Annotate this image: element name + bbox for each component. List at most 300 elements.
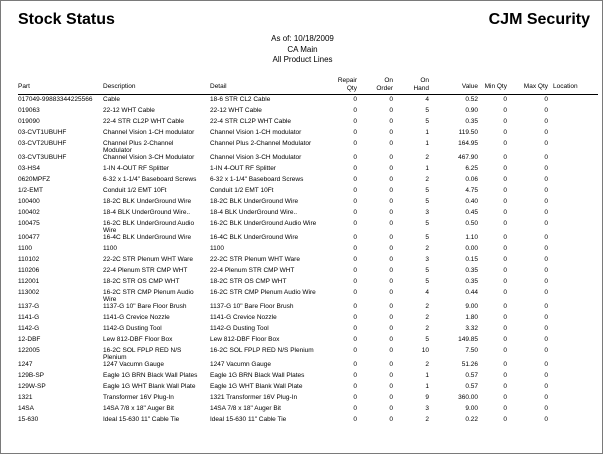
cell-repair: 0: [353, 209, 357, 216]
cell-repair: 0: [353, 303, 357, 310]
cell-min: 0: [503, 336, 507, 343]
cell-max: 0: [544, 361, 548, 368]
cell-value: 9.00: [465, 303, 478, 310]
column-header-description: Description: [103, 83, 136, 90]
header-divider: [18, 94, 598, 95]
cell-part: 112001: [18, 278, 40, 285]
cell-value: 467.90: [458, 154, 478, 161]
cell-description: 1141-G Crevice Nozzle: [103, 314, 170, 321]
cell-part: 1/2-EMT: [18, 187, 43, 194]
cell-repair: 0: [353, 325, 357, 332]
cell-value: 0.57: [465, 383, 478, 390]
cell-repair: 0: [353, 234, 357, 241]
table-row: [1, 267, 603, 278]
column-header-location: Location: [553, 83, 578, 90]
cell-on-order: 0: [389, 347, 393, 354]
cell-on-order: 0: [389, 303, 393, 310]
cell-on-hand: 2: [425, 303, 429, 310]
cell-repair: 0: [353, 278, 357, 285]
cell-on-order: 0: [389, 314, 393, 321]
table-row: [1, 176, 603, 187]
cell-repair: 0: [353, 383, 357, 390]
column-header-value: Value: [461, 83, 478, 90]
cell-on-order: 0: [389, 336, 393, 343]
cell-detail: 1247 Vacumn Gauge: [210, 361, 271, 368]
cell-max: 0: [544, 187, 548, 194]
cell-on-order: 0: [389, 176, 393, 183]
cell-max: 0: [544, 416, 548, 423]
cell-part: 1142-G: [18, 325, 40, 332]
cell-repair: 0: [353, 394, 357, 401]
cell-on-order: 0: [389, 140, 393, 147]
cell-max: 0: [544, 154, 548, 161]
cell-part: 017049-99883344225566: [18, 96, 93, 103]
cell-min: 0: [503, 256, 507, 263]
cell-detail: 16-2C SOL FPLP RED N/S Plenium: [210, 347, 314, 354]
cell-max: 0: [544, 256, 548, 263]
cell-description: 6-32 x 1-1/4" Baseboard Screws: [103, 176, 197, 183]
cell-on-hand: 1: [425, 165, 429, 172]
cell-max: 0: [544, 372, 548, 379]
cell-description: 22-4 STR CL2P WHT Cable: [103, 118, 185, 125]
cell-part: 0620MPFZ: [18, 176, 51, 183]
cell-description: Eagle 1G BRN Black Wall Plates: [103, 372, 198, 379]
cell-on-order: 0: [389, 209, 393, 216]
table-row: [1, 118, 603, 129]
cell-min: 0: [503, 394, 507, 401]
cell-description: 16-2C BLK UnderGround Audio Wire: [103, 220, 195, 235]
cell-repair: 0: [353, 220, 357, 227]
cell-value: 0.15: [465, 256, 478, 263]
cell-on-order: 0: [389, 234, 393, 241]
cell-value: 7.50: [465, 347, 478, 354]
cell-max: 0: [544, 245, 548, 252]
column-header-on-hand: [395, 77, 429, 92]
cell-detail: 22-12 WHT Cable: [210, 107, 262, 114]
column-header-on-order: [359, 77, 393, 92]
table-row: [1, 129, 603, 140]
cell-description: 22-2C STR Plenum WHT Ware: [103, 256, 193, 263]
cell-max: 0: [544, 107, 548, 114]
table-row: [1, 347, 603, 361]
cell-detail: 1137-G 10" Bare Floor Brush: [210, 303, 294, 310]
cell-description: Conduit 1/2 EMT 10Ft: [103, 187, 167, 194]
cell-max: 0: [544, 129, 548, 136]
cell-repair: 0: [353, 165, 357, 172]
cell-description: 16-2C SOL FPLP RED N/S Plenium: [103, 347, 182, 362]
cell-part: 03-CVT2UBUHF: [18, 140, 67, 147]
cell-on-order: 0: [389, 267, 393, 274]
cell-on-hand: 1: [425, 129, 429, 136]
cell-detail: 18-6 STR CL2 Cable: [210, 96, 271, 103]
cell-description: Transformer 16V Plug-In: [103, 394, 174, 401]
table-row: [1, 220, 603, 234]
cell-max: 0: [544, 303, 548, 310]
column-header-detail: Detail: [210, 83, 227, 90]
cell-on-hand: 3: [425, 209, 429, 216]
cell-value: 0.40: [465, 198, 478, 205]
cell-min: 0: [503, 303, 507, 310]
report-title: Stock Status: [18, 11, 115, 28]
cell-max: 0: [544, 96, 548, 103]
column-header-repair-qty-line2: Qty: [346, 84, 357, 92]
column-header-repair-qty: [321, 77, 357, 92]
cell-detail: 14SA 7/8 x 18" Auger Bit: [210, 405, 281, 412]
cell-on-hand: 2: [425, 361, 429, 368]
cell-min: 0: [503, 198, 507, 205]
column-header-on-order-line1: On: [384, 77, 393, 84]
column-header-on-hand-line2: Hand: [413, 84, 429, 92]
cell-description: 1142-G Dusting Tool: [103, 325, 162, 332]
cell-detail: 1321 Transformer 16V Plug-In: [210, 394, 298, 401]
cell-min: 0: [503, 140, 507, 147]
cell-value: 0.50: [465, 220, 478, 227]
cell-repair: 0: [353, 107, 357, 114]
cell-detail: Lew 812-DBF Floor Box: [210, 336, 280, 343]
cell-on-hand: 3: [425, 256, 429, 263]
cell-repair: 0: [353, 118, 357, 125]
cell-max: 0: [544, 325, 548, 332]
cell-repair: 0: [353, 372, 357, 379]
cell-on-hand: 5: [425, 278, 429, 285]
cell-repair: 0: [353, 336, 357, 343]
cell-part: 03-CVT3UBUHF: [18, 154, 67, 161]
table-row: [1, 96, 603, 107]
table-row: [1, 187, 603, 198]
table-row: [1, 107, 603, 118]
cell-part: 100475: [18, 220, 40, 227]
cell-on-hand: 5: [425, 198, 429, 205]
cell-detail: 1141-G Crevice Nozzle: [210, 314, 277, 321]
cell-min: 0: [503, 347, 507, 354]
cell-min: 0: [503, 165, 507, 172]
cell-value: 3.32: [465, 325, 478, 332]
column-header-max-qty: Max Qty: [523, 83, 548, 90]
cell-part: 1100: [18, 245, 32, 252]
table-row: [1, 383, 603, 394]
cell-on-hand: 3: [425, 405, 429, 412]
table-row: [1, 209, 603, 220]
cell-repair: 0: [353, 405, 357, 412]
table-row: [1, 325, 603, 336]
cell-description: Lew 812-DBF Floor Box: [103, 336, 173, 343]
cell-detail: Channel Vision 3-CH Modulator: [210, 154, 302, 161]
cell-detail: 22-4 Plenum STR CMP WHT: [210, 267, 295, 274]
cell-part: 1321: [18, 394, 33, 401]
cell-min: 0: [503, 278, 507, 285]
cell-on-hand: 5: [425, 107, 429, 114]
cell-value: 51.26: [461, 361, 478, 368]
cell-min: 0: [503, 361, 507, 368]
cell-max: 0: [544, 220, 548, 227]
cell-on-hand: 2: [425, 176, 429, 183]
cell-on-order: 0: [389, 220, 393, 227]
cell-on-order: 0: [389, 129, 393, 136]
cell-repair: 0: [353, 314, 357, 321]
cell-min: 0: [503, 372, 507, 379]
cell-repair: 0: [353, 361, 357, 368]
cell-max: 0: [544, 209, 548, 216]
cell-description: 1137-G 10" Bare Floor Brush: [103, 303, 187, 310]
cell-on-hand: 4: [425, 289, 429, 296]
cell-on-hand: 5: [425, 118, 429, 125]
cell-repair: 0: [353, 198, 357, 205]
cell-on-hand: 10: [421, 347, 429, 354]
cell-on-order: 0: [389, 154, 393, 161]
cell-on-order: 0: [389, 394, 393, 401]
cell-detail: Eagle 1G WHT Blank Wall Plate: [210, 383, 303, 390]
cell-description: Channel Plus 2-Channel Modulator: [103, 140, 174, 155]
cell-on-hand: 1: [425, 383, 429, 390]
cell-on-hand: 2: [425, 245, 429, 252]
cell-min: 0: [503, 118, 507, 125]
cell-max: 0: [544, 405, 548, 412]
cell-min: 0: [503, 187, 507, 194]
cell-detail: 18-2C STR OS CMP WHT: [210, 278, 287, 285]
cell-on-hand: 1: [425, 372, 429, 379]
table-row: [1, 336, 603, 347]
table-row: [1, 372, 603, 383]
cell-description: Channel Vision 3-CH Modulator: [103, 154, 195, 161]
cell-repair: 0: [353, 289, 357, 296]
cell-value: 0.22: [465, 416, 478, 423]
table-row: [1, 245, 603, 256]
cell-part: 129B-SP: [18, 372, 45, 379]
cell-value: 0.35: [465, 267, 478, 274]
table-row: [1, 165, 603, 176]
cell-min: 0: [503, 383, 507, 390]
cell-min: 0: [503, 314, 507, 321]
cell-on-order: 0: [389, 372, 393, 379]
cell-repair: 0: [353, 129, 357, 136]
cell-max: 0: [544, 289, 548, 296]
column-header-part: Part: [18, 83, 30, 90]
cell-repair: 0: [353, 154, 357, 161]
cell-repair: 0: [353, 416, 357, 423]
cell-value: 0.57: [465, 372, 478, 379]
cell-part: 019090: [18, 118, 40, 125]
cell-on-hand: 1: [425, 140, 429, 147]
cell-value: 0.44: [465, 289, 478, 296]
cell-min: 0: [503, 234, 507, 241]
table-row: [1, 416, 603, 427]
cell-value: 149.85: [458, 336, 478, 343]
cell-repair: 0: [353, 96, 357, 103]
cell-part: 1141-G: [18, 314, 40, 321]
cell-on-order: 0: [389, 198, 393, 205]
column-header-on-order-line2: Order: [376, 84, 393, 92]
cell-detail: 16-2C BLK UnderGround Audio Wire: [210, 220, 317, 227]
cell-part: 113002: [18, 289, 40, 296]
cell-detail: Ideal 15-630 11" Cable Tie: [210, 416, 287, 423]
cell-on-order: 0: [389, 405, 393, 412]
cell-description: 1247 Vacumn Gauge: [103, 361, 164, 368]
cell-value: 0.06: [465, 176, 478, 183]
cell-on-order: 0: [389, 96, 393, 103]
table-row: [1, 289, 603, 303]
cell-value: 0.35: [465, 118, 478, 125]
cell-description: Eagle 1G WHT Blank Wall Plate: [103, 383, 196, 390]
cell-description: 22-4 Plenum STR CMP WHT: [103, 267, 188, 274]
cell-value: 0.00: [465, 245, 478, 252]
cell-detail: 1100: [210, 245, 224, 252]
cell-min: 0: [503, 220, 507, 227]
cell-detail: 18-2C BLK UnderGround Wire: [210, 198, 299, 205]
cell-min: 0: [503, 267, 507, 274]
company-name: CJM Security: [488, 11, 590, 28]
cell-on-hand: 4: [425, 96, 429, 103]
cell-max: 0: [544, 118, 548, 125]
cell-part: 03-HS4: [18, 165, 41, 172]
cell-value: 6.25: [465, 165, 478, 172]
cell-part: 1137-G: [18, 303, 40, 310]
cell-value: 0.90: [465, 107, 478, 114]
cell-on-hand: 5: [425, 220, 429, 227]
cell-detail: 18-4 BLK UnderGround Wire..: [210, 209, 298, 216]
cell-detail: 1-IN 4-OUT RF Splitter: [210, 165, 276, 172]
cell-max: 0: [544, 165, 548, 172]
cell-value: 0.45: [465, 209, 478, 216]
table-row: [1, 198, 603, 209]
as-of-date: As of: 10/18/2009: [271, 34, 334, 43]
cell-on-hand: 5: [425, 187, 429, 194]
cell-max: 0: [544, 267, 548, 274]
cell-on-order: 0: [389, 416, 393, 423]
cell-part: 15-630: [18, 416, 39, 423]
cell-value: 164.95: [458, 140, 478, 147]
cell-min: 0: [503, 209, 507, 216]
cell-detail: 22-2C STR Plenum WHT Ware: [210, 256, 300, 263]
cell-on-order: 0: [389, 118, 393, 125]
cell-on-order: 0: [389, 361, 393, 368]
cell-detail: Eagle 1G BRN Black Wall Plates: [210, 372, 305, 379]
cell-repair: 0: [353, 347, 357, 354]
cell-value: 0.52: [465, 96, 478, 103]
cell-part: 122005: [18, 347, 40, 354]
cell-value: 9.00: [465, 405, 478, 412]
cell-description: 22-12 WHT Cable: [103, 107, 155, 114]
cell-repair: 0: [353, 187, 357, 194]
cell-max: 0: [544, 383, 548, 390]
cell-on-order: 0: [389, 325, 393, 332]
cell-part: 03-CVT1UBUHF: [18, 129, 67, 136]
cell-part: 110102: [18, 256, 40, 263]
table-row: [1, 405, 603, 416]
cell-min: 0: [503, 176, 507, 183]
cell-description: Ideal 15-630 11" Cable Tie: [103, 416, 180, 423]
table-row: [1, 394, 603, 405]
cell-part: 1247: [18, 361, 33, 368]
cell-on-hand: 2: [425, 325, 429, 332]
cell-repair: 0: [353, 256, 357, 263]
cell-detail: 6-32 x 1-1/4" Baseboard Screws: [210, 176, 304, 183]
cell-max: 0: [544, 314, 548, 321]
cell-max: 0: [544, 347, 548, 354]
cell-on-hand: 2: [425, 416, 429, 423]
cell-on-order: 0: [389, 278, 393, 285]
cell-min: 0: [503, 96, 507, 103]
cell-detail: 16-4C BLK UnderGround Wire: [210, 234, 299, 241]
column-header-on-hand-line1: On: [420, 77, 429, 84]
stock-table-body: [1, 96, 603, 427]
cell-value: 1.80: [465, 314, 478, 321]
cell-part: 110206: [18, 267, 40, 274]
table-row: [1, 234, 603, 245]
cell-description: 18-2C BLK UnderGround Wire: [103, 198, 192, 205]
cell-description: 14SA 7/8 x 18" Auger Bit: [103, 405, 174, 412]
cell-repair: 0: [353, 267, 357, 274]
cell-max: 0: [544, 198, 548, 205]
cell-description: 1-IN 4-OUT RF Splitter: [103, 165, 169, 172]
cell-on-hand: 5: [425, 336, 429, 343]
cell-part: 100477: [18, 234, 40, 241]
cell-max: 0: [544, 176, 548, 183]
cell-value: 4.75: [465, 187, 478, 194]
cell-value: 119.50: [458, 129, 478, 136]
cell-part: 019063: [18, 107, 40, 114]
cell-min: 0: [503, 245, 507, 252]
cell-part: 14SA: [18, 405, 34, 412]
cell-detail: 22-4 STR CL2P WHT Cable: [210, 118, 292, 125]
cell-detail: 1142-G Dusting Tool: [210, 325, 269, 332]
cell-min: 0: [503, 325, 507, 332]
report-location: CA Main: [287, 45, 318, 54]
cell-description: 16-4C BLK UnderGround Wire: [103, 234, 192, 241]
cell-max: 0: [544, 278, 548, 285]
cell-max: 0: [544, 140, 548, 147]
cell-repair: 0: [353, 245, 357, 252]
cell-detail: Channel Plus 2-Channel Modulator: [210, 140, 312, 147]
cell-on-order: 0: [389, 256, 393, 263]
cell-description: 18-2C STR OS CMP WHT: [103, 278, 180, 285]
cell-description: 1100: [103, 245, 117, 252]
cell-on-order: 0: [389, 383, 393, 390]
column-header-repair-qty-line1: Repair: [337, 77, 357, 84]
table-row: [1, 140, 603, 154]
table-row: [1, 314, 603, 325]
cell-min: 0: [503, 405, 507, 412]
table-row: [1, 154, 603, 165]
cell-max: 0: [544, 336, 548, 343]
table-row: [1, 278, 603, 289]
cell-min: 0: [503, 154, 507, 161]
cell-on-order: 0: [389, 245, 393, 252]
cell-description: 18-4 BLK UnderGround Wire..: [103, 209, 191, 216]
cell-max: 0: [544, 394, 548, 401]
report-filter: All Product Lines: [272, 55, 333, 64]
column-header-min-qty: Min Qty: [484, 83, 507, 90]
cell-value: 1.10: [465, 234, 478, 241]
cell-on-order: 0: [389, 165, 393, 172]
cell-on-hand: 2: [425, 314, 429, 321]
cell-min: 0: [503, 107, 507, 114]
table-row: [1, 361, 603, 372]
cell-part: 12-DBF: [18, 336, 41, 343]
cell-min: 0: [503, 129, 507, 136]
cell-repair: 0: [353, 140, 357, 147]
cell-on-order: 0: [389, 289, 393, 296]
cell-on-order: 0: [389, 107, 393, 114]
cell-description: Cable: [103, 96, 120, 103]
cell-on-hand: 9: [425, 394, 429, 401]
table-row: [1, 256, 603, 267]
cell-part: 129W-SP: [18, 383, 46, 390]
cell-description: 16-2C STR CMP Plenum Audio Wire: [103, 289, 194, 304]
cell-description: Channel Vision 1-CH modulator: [103, 129, 195, 136]
cell-on-hand: 5: [425, 267, 429, 274]
cell-detail: Channel Vision 1-CH modulator: [210, 129, 302, 136]
cell-on-order: 0: [389, 187, 393, 194]
